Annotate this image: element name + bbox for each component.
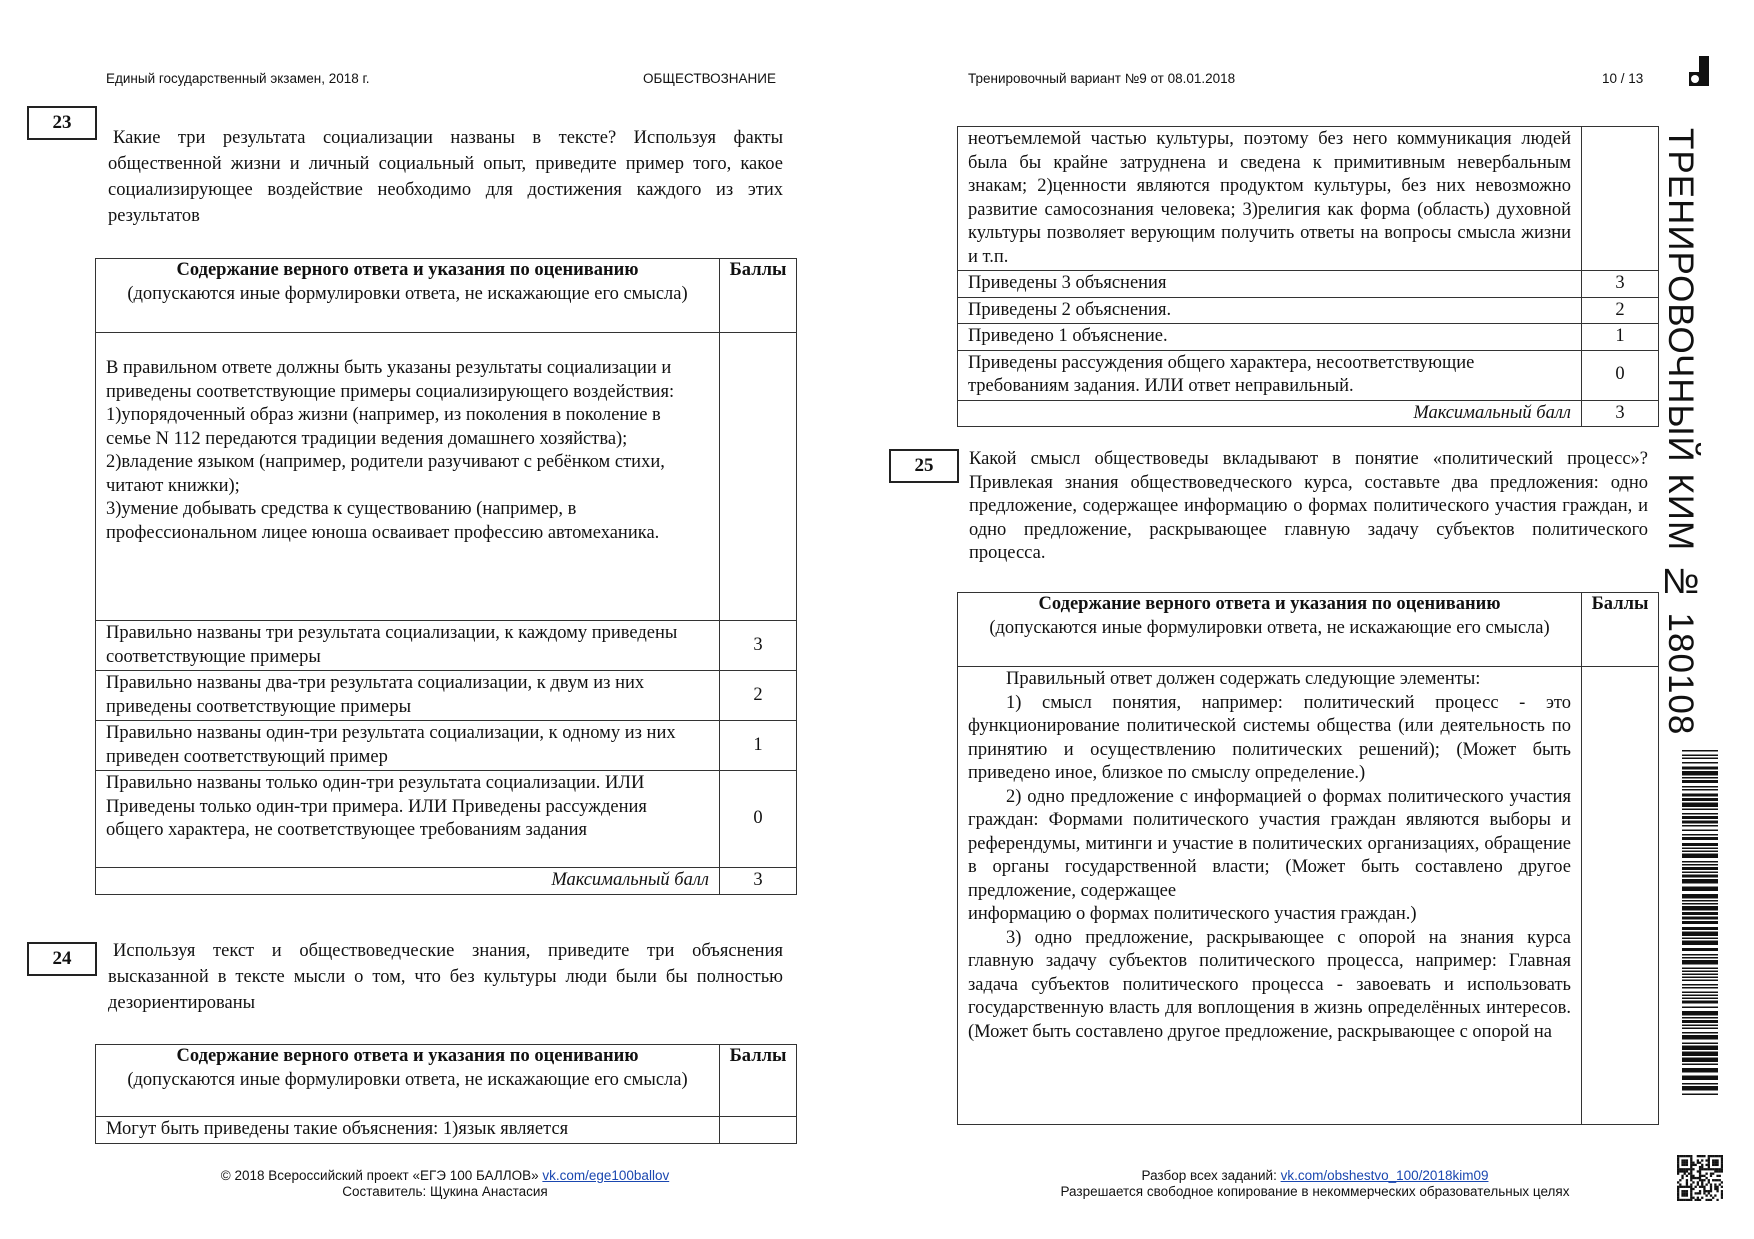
max-score-label: Максимальный балл (96, 868, 720, 895)
footer-analysis-link[interactable]: vk.com/obshestvo_100/2018kim09 (1280, 1168, 1489, 1183)
table-header-score: Баллы (1582, 593, 1659, 667)
header-page-number: 10 / 13 (1602, 71, 1644, 86)
question-23-text: Какие три результата социализации названы в тексте? Используя факты общественной жизни и личный социальный опыт, приведите пример того, какое социализирующее воздействие необходимо для достижения каждого из этих результатов (108, 128, 783, 226)
q25-criteria-table (957, 592, 1659, 1125)
q24-criteria-table-continued (957, 126, 1659, 427)
max-score-value: 3 (1582, 400, 1659, 427)
criteria-score: 1 (720, 721, 797, 771)
q23-criteria-table (95, 258, 797, 895)
q24-criteria-table (95, 1044, 797, 1144)
q25-answer-content: Правильный ответ должен содержать следующие элементы: 1) смысл понятия, например: политический процесс - это функционирование политической системы общества (или деятельность по принятию и осуществлению политических решений); (Может быть приведено иное, близкое по смыслу определение.) 2) одно предложение с информацией о формах политического участия граждан: Формами политического участия граждан являются выборы и референдумы, митинги и участие в политических организациях, обращение в органы государственной власти; (Может быть составлено другое предложение, содержащее информацию о формах политического участия граждан.) 3) одно предложение, раскрывающее с опорой на знания курса главную задачу субъектов политического процесса, например: Главная задача субъектов политического процесса - завоевать и использовать государственную власть для воплощения в жизнь определённых интересов. (Может быть составлено другое предложение, раскрывающее с опорой на (958, 667, 1582, 1125)
question-24-number: 24 (27, 942, 97, 976)
criteria-text: Приведены рассуждения общего характера, несоответствующие требованиям задания. ИЛИ ответ неправильный. (958, 350, 1582, 400)
question-25-text: Какой смысл обществоведы вкладывают в понятие «политический процесс»? Привлекая знания обществоведческого курса, составьте два предложения: одно предложение, содержащее информацию о формах политического участия граждан, и одно предложение, раскрывающее главную задачу субъектов политического процесса. (969, 449, 1648, 563)
question-25-number: 25 (889, 449, 959, 483)
header-variant: Тренировочный вариант №9 от 08.01.2018 (968, 71, 1236, 86)
criteria-text: Приведены 3 объяснения (958, 271, 1582, 298)
footer-left: © 2018 Всероссийский проект «ЕГЭ 100 БАЛЛОВ» vk.com/ege100ballov Составитель: Щукина Анастасия (220, 1168, 670, 1199)
table-header-score: Баллы (720, 259, 797, 333)
criteria-text: Приведены 2 объяснения. (958, 297, 1582, 324)
criteria-score: 3 (720, 621, 797, 671)
criteria-text: Правильно названы три результата социализации, к каждому приведены соответствующие примеры (96, 621, 720, 671)
criteria-score: 0 (1582, 350, 1659, 400)
question-23-number: 23 (27, 106, 97, 140)
q23-answer-content: В правильном ответе должны быть указаны результаты социализации и приведены соответствующие примеры социализирующего воздействия: 1)упорядоченный образ жизни (например, из поколения в поколение в семье N 112 передаются традиции ведения домашнего хозяйства); 2)владение языком (например, родители разучивают с ребёнком стихи, читают книжки); 3)умение добывать средства к существованию (например, в профессиональном лицее юноша осваивает профессию автомеханика. (96, 333, 720, 621)
header-exam-title: Единый государственный экзамен, 2018 г. (106, 71, 370, 86)
max-score-label: Максимальный балл (958, 400, 1582, 427)
criteria-score: 2 (1582, 297, 1659, 324)
max-score-value: 3 (720, 868, 797, 895)
q24-answer-continued: неотъемлемой частью культуры, поэтому без него коммуникация людей была бы крайне затруднена и сведена к примитивным невербальным знакам; 2)ценности являются продуктом культуры, без них невозможно развитие самосознания человека; 3)религия как форма (область) духовной культуры позволяет верующим получить ответы на вопросы смысла жизни и т.п. (958, 127, 1582, 271)
table-header-content: Содержание верного ответа и указания по оцениванию (допускаются иные формулировки ответа, не искажающие его смысла) (96, 259, 720, 333)
qr-code-icon (1677, 1155, 1723, 1201)
criteria-text: Правильно названы один-три результата социализации, к одному из них приведен соответствующий пример (96, 721, 720, 771)
table-header-score: Баллы (720, 1045, 797, 1117)
side-kim-title: ТРЕНИРОВОЧНЫЙ КИМ № 180108 (1661, 128, 1700, 736)
criteria-text: Приведено 1 объяснение. (958, 324, 1582, 351)
question-24-text: Используя текст и обществоведческие знания, приведите три объяснения высказанной в тексте мысли о том, что без культуры люди были бы полностью дезориентированы (108, 941, 783, 1013)
criteria-score: 2 (720, 671, 797, 721)
criteria-score: 0 (720, 771, 797, 868)
footer-copyright-link[interactable]: vk.com/ege100ballov (542, 1168, 670, 1183)
barcode-icon (1682, 750, 1718, 1100)
header-subject: ОБЩЕСТВОЗНАНИЕ (643, 71, 776, 86)
q24-answer-start: Могут быть приведены такие объяснения: 1)язык является (96, 1117, 720, 1144)
criteria-score: 3 (1582, 271, 1659, 298)
corner-marker-icon (1689, 56, 1709, 86)
footer-right: Разбор всех заданий: vk.com/obshestvo_100/2018kim09 Разрешается свободное копирование в некоммерческих образовательных целях (1060, 1168, 1570, 1199)
criteria-text: Правильно названы только один-три результата социализации. ИЛИ Приведены только один-три примера. ИЛИ Приведены рассуждения общего характера, не соответствующее требованиям задания (96, 771, 720, 868)
criteria-score: 1 (1582, 324, 1659, 351)
table-header-content: Содержание верного ответа и указания по оцениванию (допускаются иные формулировки ответа, не искажающие его смысла) (958, 593, 1582, 667)
criteria-text: Правильно названы два-три результата социализации, к двум из них приведены соответствующие примеры (96, 671, 720, 721)
table-header-content: Содержание верного ответа и указания по оцениванию (допускаются иные формулировки ответа, не искажающие его смысла) (96, 1045, 720, 1117)
